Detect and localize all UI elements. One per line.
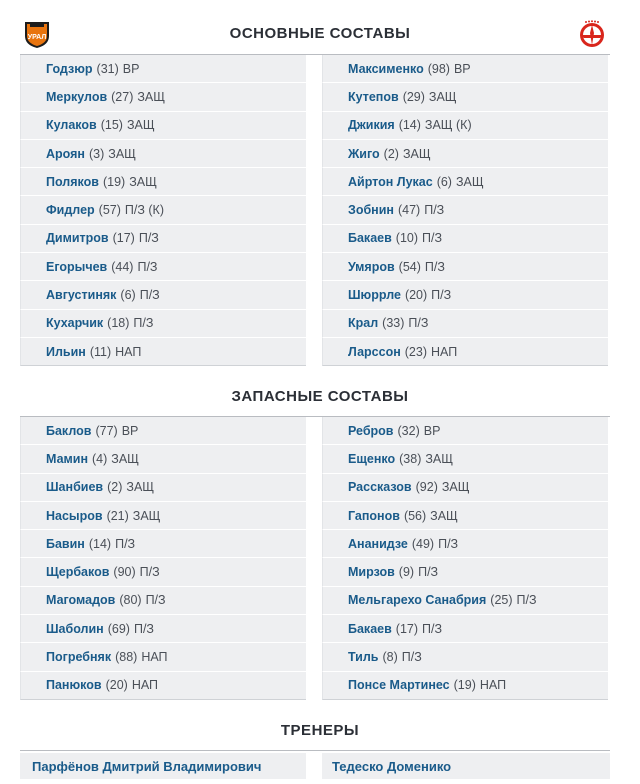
player-row[interactable] — [322, 558, 608, 586]
starters-home-list — [20, 55, 306, 366]
player-number: (29) — [402, 89, 425, 104]
player-position: П/З — [408, 316, 429, 331]
player-position: ВР — [423, 423, 441, 438]
player-name[interactable]: Августиняк — [46, 288, 117, 303]
player-position: ЗАЩ — [129, 174, 157, 189]
player-row[interactable] — [322, 281, 608, 309]
player-row[interactable] — [20, 643, 306, 671]
player-position: НАП — [431, 344, 458, 359]
player-name[interactable]: Кулаков — [46, 118, 97, 133]
player-row[interactable] — [322, 587, 608, 615]
player-number: (20) — [105, 678, 128, 693]
player-position: ЗАЩ — [126, 118, 155, 133]
player-row[interactable] — [20, 253, 306, 281]
player-row[interactable] — [20, 445, 306, 473]
player-position: П/З (К) — [124, 203, 164, 218]
player-position: П/З — [422, 231, 443, 246]
player-name[interactable]: Умяров — [348, 259, 395, 274]
player-name[interactable]: Ребров — [348, 423, 394, 438]
player-name[interactable]: Поляков — [46, 174, 99, 189]
player-number: (14) — [398, 118, 421, 133]
substitutes-away-list — [322, 417, 608, 700]
player-row[interactable] — [322, 83, 608, 111]
player-name[interactable]: Шанбиев — [46, 480, 104, 495]
player-row[interactable] — [20, 168, 306, 196]
player-position: П/З — [438, 536, 459, 551]
player-row[interactable] — [322, 168, 608, 196]
player-row[interactable] — [20, 417, 306, 445]
player-number: (25) — [490, 593, 513, 608]
player-row[interactable] — [322, 474, 608, 502]
player-name[interactable]: Насыров — [46, 508, 103, 523]
player-number: (38) — [399, 451, 422, 466]
player-position: НАП — [131, 678, 159, 693]
player-row[interactable] — [20, 338, 306, 366]
player-name[interactable]: Магомадов — [46, 593, 116, 608]
player-position: П/З — [133, 621, 154, 636]
player-number: (11) — [89, 344, 112, 359]
player-number: (4) — [92, 451, 108, 466]
player-name[interactable]: Щербаков — [46, 565, 110, 580]
player-name[interactable]: Кухарчик — [46, 316, 104, 331]
player-row[interactable] — [20, 615, 306, 643]
player-position: ЗАЩ — [126, 480, 154, 495]
player-row[interactable] — [322, 225, 608, 253]
player-number: (92) — [415, 480, 438, 495]
player-name[interactable]: Панюков — [46, 678, 102, 693]
player-position: ЗАЩ — [428, 89, 457, 104]
player-row[interactable] — [322, 253, 608, 281]
player-name[interactable]: Ларссон — [348, 344, 401, 359]
player-position: П/З — [424, 259, 445, 274]
player-name[interactable]: Бакаев — [348, 231, 392, 246]
player-number: (23) — [404, 344, 427, 359]
player-number: (49) — [411, 536, 435, 551]
player-row[interactable] — [20, 672, 306, 700]
player-position: ВР — [453, 61, 471, 76]
player-position: ЗАЩ — [455, 174, 484, 189]
player-row[interactable] — [322, 530, 608, 558]
player-number: (90) — [113, 565, 136, 580]
substitutes-home-list — [20, 417, 306, 700]
player-name[interactable]: Шюррле — [348, 288, 401, 303]
coach-away[interactable] — [322, 753, 610, 779]
player-position: П/З — [115, 536, 136, 551]
player-name[interactable]: Джикия — [348, 118, 395, 133]
player-name[interactable]: Меркулов — [46, 89, 108, 104]
player-position: ВР — [121, 423, 139, 438]
player-position: П/З — [516, 593, 537, 608]
player-position: П/З — [138, 231, 159, 246]
player-name[interactable]: Бавин — [46, 536, 85, 551]
player-name[interactable]: Мамин — [46, 451, 88, 466]
player-number: (17) — [395, 621, 419, 636]
player-name[interactable]: Ароян — [46, 146, 85, 161]
divider — [20, 750, 610, 751]
player-name[interactable]: Максименко — [348, 61, 424, 76]
player-position: ЗАЩ — [441, 480, 470, 495]
player-number: (31) — [96, 61, 119, 76]
player-row[interactable] — [20, 558, 306, 586]
player-number: (6) — [120, 288, 136, 303]
player-number: (20) — [404, 288, 428, 303]
player-position: П/З — [139, 288, 160, 303]
player-row[interactable] — [20, 196, 306, 224]
player-row[interactable] — [20, 140, 306, 168]
player-name[interactable]: Мельгарехо Санабрия — [348, 593, 487, 608]
player-position: НАП — [141, 650, 168, 665]
player-name[interactable]: Тиль — [348, 650, 379, 665]
player-number: (44) — [111, 259, 134, 274]
player-row[interactable] — [20, 474, 306, 502]
player-number: (2) — [107, 480, 123, 495]
player-number: (98) — [427, 61, 450, 76]
player-position: ЗАЩ — [425, 451, 453, 466]
player-row[interactable] — [322, 55, 608, 83]
player-row[interactable] — [20, 310, 306, 338]
player-name[interactable]: Димитров — [46, 231, 109, 246]
player-number: (6) — [436, 174, 452, 189]
player-position: П/З — [424, 203, 445, 218]
player-number: (32) — [397, 423, 420, 438]
player-row[interactable] — [322, 338, 608, 366]
player-number: (19) — [453, 678, 476, 693]
player-number: (9) — [398, 565, 415, 580]
player-number: (3) — [88, 146, 105, 161]
player-position: П/З — [401, 650, 422, 665]
player-name[interactable]: Жиго — [348, 146, 380, 161]
player-row[interactable] — [322, 672, 608, 700]
player-number: (33) — [382, 316, 405, 331]
player-number: (14) — [88, 536, 112, 551]
player-name[interactable]: Гапонов — [348, 508, 400, 523]
player-position: ЗАЩ — [137, 89, 165, 104]
player-name[interactable]: Ананидзе — [348, 536, 408, 551]
player-number: (2) — [383, 146, 399, 161]
player-row[interactable] — [20, 55, 306, 83]
player-number: (21) — [106, 508, 129, 523]
coach-home-name: Парфёнов Дмитрий Владимирович — [32, 758, 262, 774]
player-position: ЗАЩ — [132, 508, 161, 523]
coach-away-name: Тедеско Доменико — [332, 758, 452, 774]
player-name[interactable]: Егорычев — [46, 259, 108, 274]
player-position: П/З — [133, 316, 154, 331]
substitutes-heading: ЗАПАСНЫЕ СОСТАВЫ — [231, 388, 409, 405]
player-number: (54) — [398, 259, 421, 274]
player-number: (10) — [395, 231, 419, 246]
player-row[interactable] — [322, 445, 608, 473]
player-position: ЗАЩ — [430, 508, 458, 523]
player-number: (56) — [403, 508, 427, 523]
player-number: (88) — [115, 650, 138, 665]
player-name[interactable]: Айртон Лукас — [348, 174, 433, 189]
player-name[interactable]: Крал — [348, 316, 379, 331]
player-number: (8) — [382, 650, 398, 665]
player-row[interactable] — [20, 530, 306, 558]
player-name[interactable]: Зобнин — [348, 203, 394, 218]
player-row[interactable] — [322, 417, 608, 445]
player-number: (27) — [111, 89, 134, 104]
starters-away-list — [322, 55, 608, 366]
player-position: П/З — [418, 565, 439, 580]
player-position: П/З — [422, 621, 443, 636]
player-row[interactable] — [322, 112, 608, 140]
player-row[interactable] — [20, 587, 306, 615]
player-row[interactable] — [322, 196, 608, 224]
player-number: (18) — [107, 316, 130, 331]
player-row[interactable] — [20, 502, 306, 530]
player-name[interactable]: Погребняк — [46, 650, 112, 665]
player-number: (80) — [119, 593, 142, 608]
player-name[interactable]: Фидлер — [46, 203, 95, 218]
player-position: П/З — [431, 288, 452, 303]
player-name[interactable]: Шаболин — [46, 621, 104, 636]
player-number: (17) — [112, 231, 135, 246]
player-number: (47) — [397, 203, 421, 218]
player-row[interactable] — [322, 502, 608, 530]
player-number: (15) — [100, 118, 123, 133]
player-position: НАП — [115, 344, 142, 359]
player-name[interactable]: Кутепов — [348, 89, 399, 104]
player-position: П/З — [145, 593, 166, 608]
starting-lineups-heading: ОСНОВНЫЕ СОСТАВЫ — [229, 25, 411, 42]
player-row[interactable] — [322, 310, 608, 338]
player-position: ЗАЩ (К) — [424, 118, 472, 133]
coach-home[interactable] — [20, 753, 306, 779]
player-position: ЗАЩ — [111, 451, 139, 466]
player-position: НАП — [479, 678, 507, 693]
svg-text:УРАЛ: УРАЛ — [27, 34, 47, 41]
player-position: П/З — [137, 259, 158, 274]
player-row[interactable] — [20, 112, 306, 140]
player-name[interactable]: Мирзов — [348, 565, 395, 580]
player-number: (77) — [95, 423, 118, 438]
player-number: (69) — [107, 621, 130, 636]
player-position: ВР — [122, 61, 140, 76]
player-number: (19) — [102, 174, 126, 189]
player-name[interactable]: Баклов — [46, 423, 92, 438]
player-row[interactable] — [322, 643, 608, 671]
player-name[interactable]: Ещенко — [348, 451, 396, 466]
player-name[interactable]: Понсе Мартинес — [348, 678, 450, 693]
player-position: ЗАЩ — [108, 146, 136, 161]
player-name[interactable]: Ильин — [46, 344, 86, 359]
player-name[interactable]: Бакаев — [348, 621, 392, 636]
player-position: П/З — [139, 565, 160, 580]
player-row[interactable] — [322, 140, 608, 168]
player-number: (57) — [98, 203, 121, 218]
coaches-heading: ТРЕНЕРЫ — [280, 722, 360, 739]
player-row[interactable] — [322, 615, 608, 643]
player-row[interactable] — [20, 225, 306, 253]
player-row[interactable] — [20, 281, 306, 309]
player-row[interactable] — [20, 83, 306, 111]
player-name[interactable]: Годзюр — [46, 61, 93, 76]
player-position: ЗАЩ — [402, 146, 431, 161]
player-name[interactable]: Рассказов — [348, 480, 412, 495]
